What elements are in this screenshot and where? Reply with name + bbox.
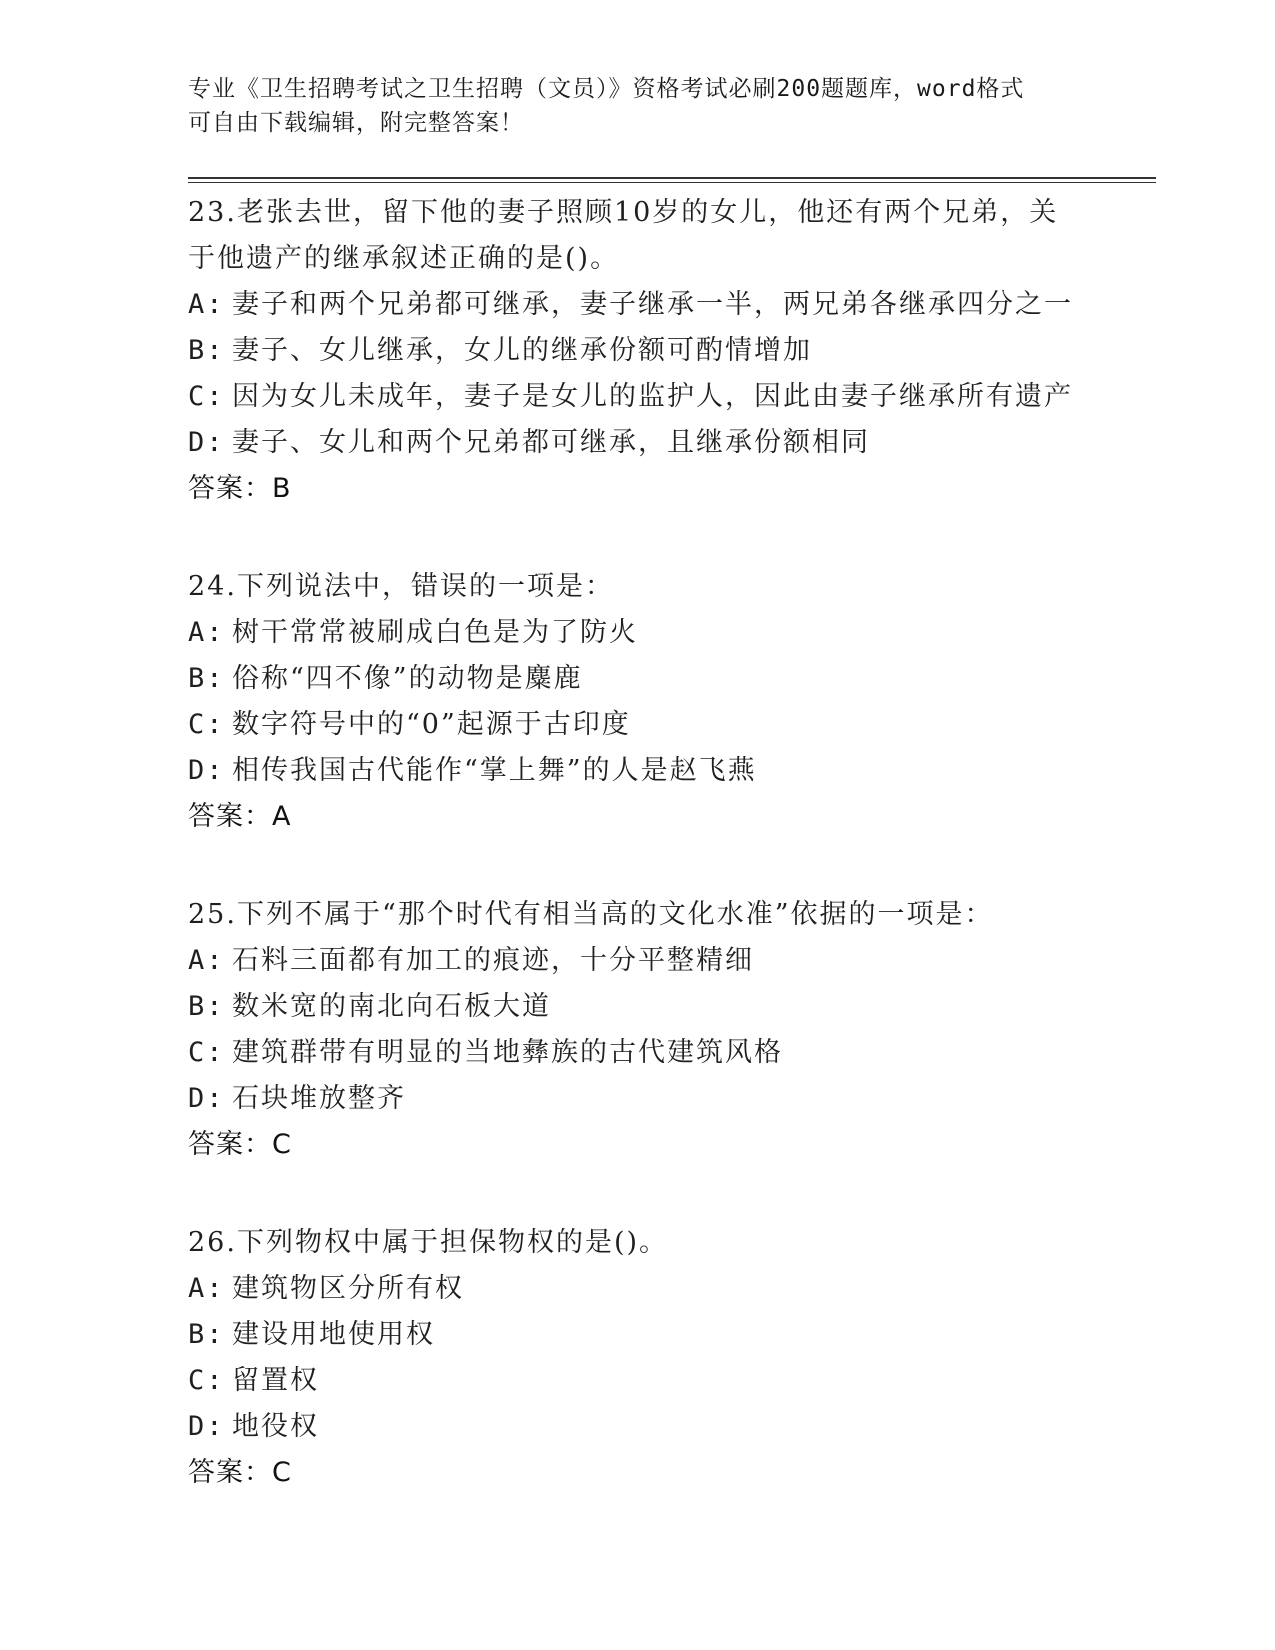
- option-key: D:: [188, 1083, 225, 1114]
- option-d: [188, 748, 1088, 794]
- answer-line: 答案：C: [188, 1457, 292, 1488]
- option-key: C:: [188, 709, 225, 740]
- question-stem-line: 于他遗产的继承叙述正确的是()。: [188, 243, 620, 274]
- header-line-2: 可自由下载编辑，附完整答案！: [188, 110, 524, 136]
- option-text: 俗称“四不像”的动物是麋鹿: [232, 663, 583, 694]
- option-b: [188, 1312, 1088, 1358]
- question-stem-line: 26.下列物权中属于担保物权的是()。: [188, 1227, 669, 1258]
- question-stem-line: 25.下列不属于“那个时代有相当高的文化水准”依据的一项是：: [188, 899, 994, 930]
- option-text: 因为女儿未成年，妻子是女儿的监护人，因此由妻子继承所有遗产: [232, 381, 1073, 412]
- answer-line: 答案：C: [188, 1129, 292, 1160]
- question-26: [188, 1220, 1088, 1496]
- option-d: [188, 420, 1088, 466]
- option-key: A:: [188, 617, 225, 648]
- option-key: D:: [188, 755, 225, 786]
- option-b: [188, 656, 1088, 702]
- option-a: [188, 1266, 1088, 1312]
- option-c: [188, 1030, 1088, 1076]
- option-c: [188, 1358, 1088, 1404]
- option-text: 相传我国古代能作“掌上舞”的人是赵飞燕: [232, 755, 757, 786]
- option-a: [188, 282, 1088, 328]
- option-a: [188, 610, 1088, 656]
- option-text: 留置权: [232, 1365, 319, 1396]
- option-key: D:: [188, 1411, 225, 1442]
- option-c: [188, 702, 1088, 748]
- option-text: 石料三面都有加工的痕迹，十分平整精细: [232, 945, 754, 976]
- option-text: 数米宽的南北向石板大道: [232, 991, 551, 1022]
- option-d: [188, 1404, 1088, 1450]
- option-text: 地役权: [232, 1411, 319, 1442]
- option-key: B:: [188, 335, 225, 366]
- option-b: [188, 328, 1088, 374]
- option-key: D:: [188, 427, 225, 458]
- header-divider-thick: [188, 177, 1156, 179]
- option-key: A:: [188, 945, 225, 976]
- option-key: C:: [188, 381, 225, 412]
- option-key: B:: [188, 1319, 225, 1350]
- header-divider-thin: [188, 182, 1156, 183]
- option-text: 建设用地使用权: [232, 1319, 435, 1350]
- option-text: 石块堆放整齐: [232, 1083, 406, 1114]
- option-d: [188, 1076, 1088, 1122]
- question-list: [188, 190, 1088, 1548]
- question-23: [188, 190, 1088, 512]
- option-key: A:: [188, 1273, 225, 1304]
- option-text: 建筑群带有明显的当地彝族的古代建筑风格: [232, 1037, 783, 1068]
- question-stem-line: 23.老张去世，留下他的妻子照顾10岁的女儿，他还有两个兄弟，关: [188, 197, 1059, 228]
- option-key: A:: [188, 289, 225, 320]
- option-text: 数字符号中的“0”起源于古印度: [232, 709, 631, 740]
- option-text: 建筑物区分所有权: [232, 1273, 464, 1304]
- document-header: [188, 72, 1088, 140]
- answer-line: 答案：A: [188, 801, 292, 832]
- option-text: 妻子、女儿和两个兄弟都可继承，且继承份额相同: [232, 427, 870, 458]
- question-stem-line: 24.下列说法中，错误的一项是：: [188, 571, 614, 602]
- option-text: 妻子、女儿继承，女儿的继承份额可酌情增加: [232, 335, 812, 366]
- option-c: [188, 374, 1088, 420]
- answer-line: 答案：B: [188, 473, 292, 504]
- option-key: B:: [188, 663, 225, 694]
- option-text: 妻子和两个兄弟都可继承，妻子继承一半，两兄弟各继承四分之一: [232, 289, 1073, 320]
- option-key: C:: [188, 1365, 225, 1396]
- option-a: [188, 938, 1088, 984]
- question-24: [188, 564, 1088, 840]
- option-key: C:: [188, 1037, 225, 1068]
- option-b: [188, 984, 1088, 1030]
- option-text: 树干常常被刷成白色是为了防火: [232, 617, 638, 648]
- header-line-1: 专业《卫生招聘考试之卫生招聘（文员）》资格考试必刷200题题库，word格式: [188, 76, 1025, 102]
- option-key: B:: [188, 991, 225, 1022]
- question-25: [188, 892, 1088, 1168]
